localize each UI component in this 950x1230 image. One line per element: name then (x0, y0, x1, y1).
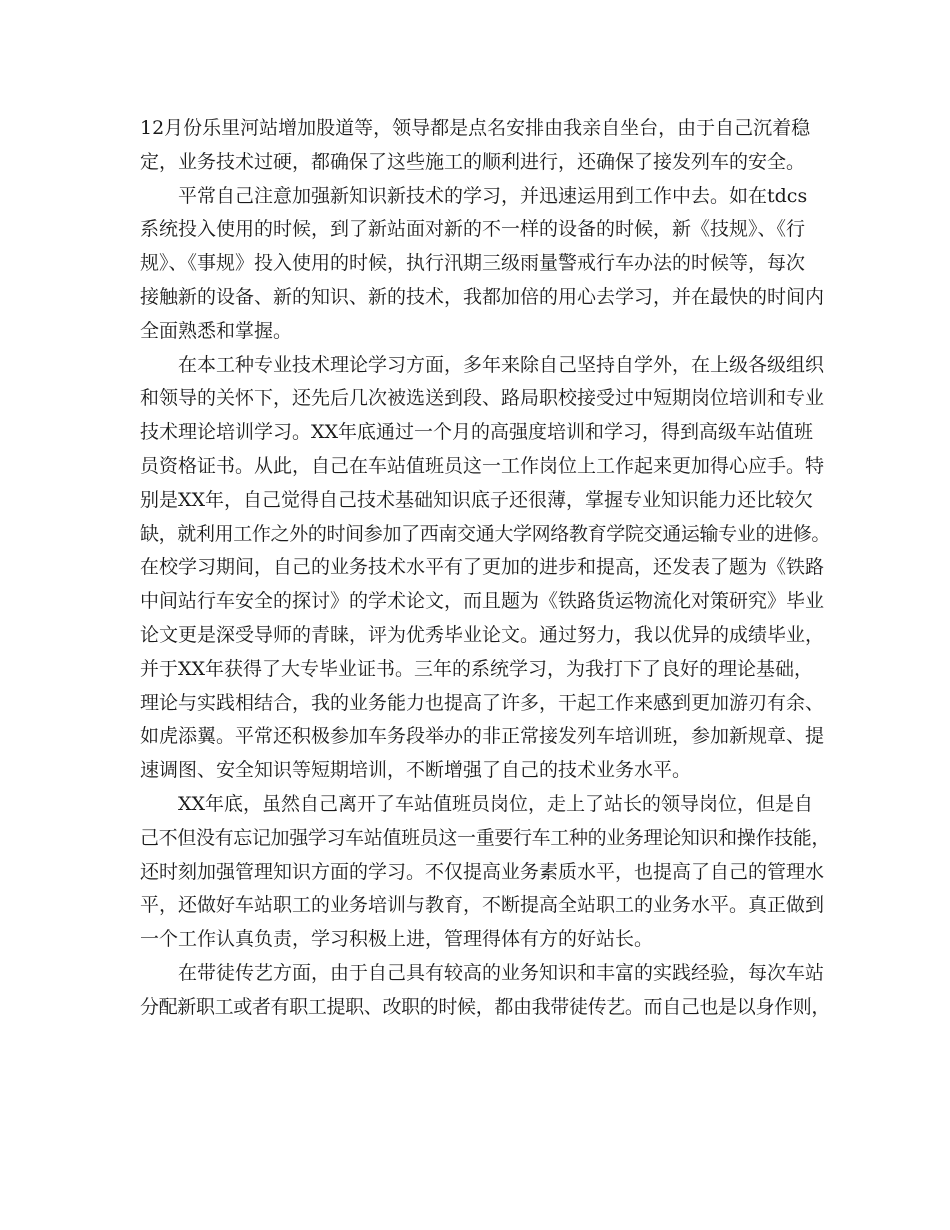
text-line: 在本工种专业技术理论学习方面，多年来除自己坚持自学外，在上级各级组织 (178, 353, 825, 376)
text-line: XX年底，虽然自己离开了车站值班员岗位，走上了站长的领导岗位，但是自 (178, 792, 814, 815)
text-line: 还时刻加强管理知识方面的学习。不仅提高业务素质水平，也提高了自己的管理水 (140, 860, 825, 883)
text-line: 系统投入使用的时候，到了新站面对新的不一样的设备的时候，新《技规》、《行 (140, 218, 806, 241)
text-line: 一个工作认真负责，学习积极上进，管理得体有方的好站长。 (140, 928, 654, 951)
text-line: 并于XX年获得了大专毕业证书。三年的系统学习，为我打下了良好的理论基础， (140, 657, 814, 680)
text-line: 在带徒传艺方面，由于自己具有较高的业务知识和丰富的实践经验，每次车站 (178, 961, 825, 984)
document-body (140, 112, 830, 1025)
text-line: 全面熟悉和掌握。 (140, 319, 293, 342)
text-line: 在校学习期间，自己的业务技术水平有了更加的进步和提高，还发表了题为《铁路 (140, 556, 825, 579)
text-line: 理论与实践相结合，我的业务能力也提高了许多，干起工作来感到更加游刃有余、 (140, 691, 825, 714)
text-line: 速调图、安全知识等短期培训，不断增强了自己的技术业务水平。 (140, 759, 692, 782)
text-line: 论文更是深受导师的青睐，评为优秀毕业论文。通过努力，我以优异的成绩毕业， (140, 623, 825, 646)
text-line: 平常自己注意加强新知识新技术的学习，并迅速运用到工作中去。如在tdcs (178, 184, 808, 207)
text-line: 接触新的设备、新的知识、新的技术，我都加倍的用心去学习，并在最快的时间内 (140, 285, 825, 308)
text-line: 缺，就利用工作之外的时间参加了西南交通大学网络教育学院交通运输专业的进修。 (140, 522, 831, 545)
text-line: 己不但没有忘记加强学习车站值班员这一重要行车工种的业务理论知识和操作技能， (140, 826, 831, 849)
text-line: 技术理论培训学习。XX年底通过一个月的高强度培训和学习，得到高级车站值班 (140, 421, 814, 444)
text-line: 定，业务技术过硬，都确保了这些施工的顺利进行，还确保了接发列车的安全。 (140, 150, 806, 173)
text-line: 如虎添翼。平常还积极参加车务段举办的非正常接发列车培训班，参加新规章、提 (140, 725, 825, 748)
text-line: 中间站行车安全的探讨》的学术论文，而且题为《铁路货运物流化对策研究》毕业 (140, 590, 825, 613)
text-line: 平，还做好车站职工的业务培训与教育，不断提高全站职工的业务水平。真正做到 (140, 894, 825, 917)
text-line: 分配新职工或者有职工提职、改职的时候，都由我带徒传艺。而自己也是以身作则， (140, 995, 831, 1018)
text-line: 别是XX年，自己觉得自己技术基础知识底子还很薄，掌握专业知识能力还比较欠 (140, 488, 814, 511)
text-line: 和领导的关怀下，还先后几次被选送到段、路局职校接受过中短期岗位培训和专业 (140, 387, 825, 410)
text-line: 规》、《事规》投入使用的时候，执行汛期三级雨量警戒行车办法的时候等，每次 (140, 252, 806, 275)
text-line: 12月份乐里河站增加股道等，领导都是点名安排由我亲自坐台，由于自己沉着稳 (140, 117, 811, 139)
text-line: 员资格证书。从此，自己在车站值班员这一工作岗位上工作起来更加得心应手。特 (140, 454, 825, 477)
